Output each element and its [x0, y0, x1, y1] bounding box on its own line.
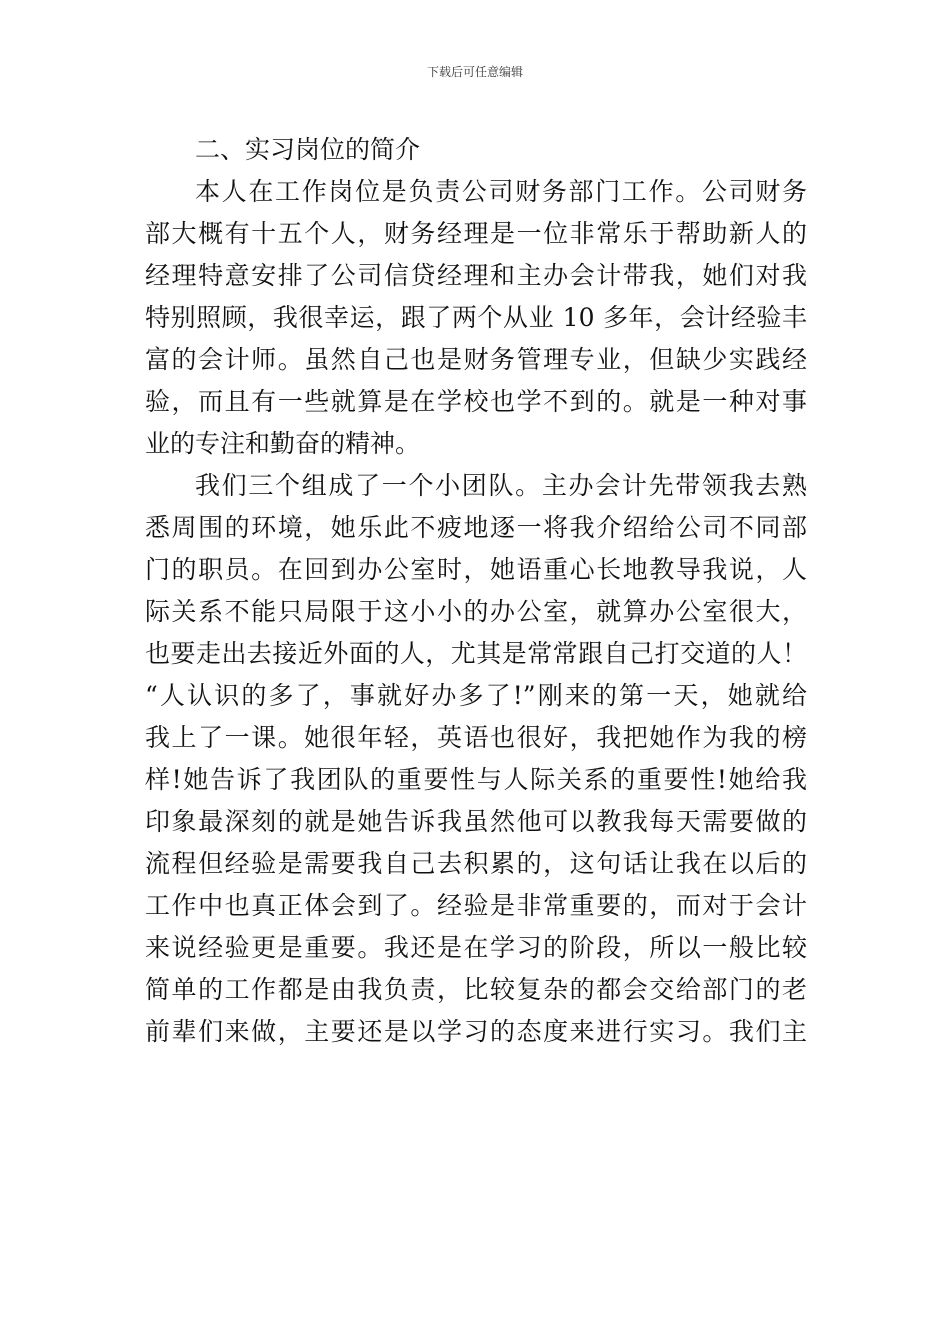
paragraph-2 — [145, 465, 807, 1053]
paragraph-line: 工作中也真正体会到了。经验是非常重要的，而对于会计 — [145, 891, 807, 920]
paragraph-line: 也要走出去接近外面的人，尤其是常常跟自己打交道的人！ — [145, 639, 807, 668]
paragraph-line: 本人在工作岗位是负责公司财务部门工作。公司财务 — [195, 177, 807, 206]
paragraph-line: 我上了一课。她很年轻，英语也很好，我把她作为我的榜 — [145, 723, 807, 752]
paragraph-line: 悉周围的环境，她乐此不疲地逐一将我介绍给公司不同部 — [145, 513, 807, 542]
header-note: 下载后可任意编辑 — [426, 65, 523, 79]
section-heading: 二、实习岗位的简介 — [195, 135, 421, 164]
paragraph-line: 验，而且有一些就算是在学校也学不到的。就是一种对事 — [145, 387, 807, 416]
paragraph-line: 我们三个组成了一个小团队。主办会计先带领我去熟 — [195, 471, 807, 500]
paragraph-line: 印象最深刻的就是她告诉我虽然他可以教我每天需要做的 — [145, 807, 807, 836]
paragraph-line: 际关系不能只局限于这小小的办公室，就算办公室很大， — [145, 597, 807, 626]
paragraph-line: 部大概有十五个人，财务经理是一位非常乐于帮助新人的 — [145, 219, 807, 248]
paragraph-line: 特别照顾，我很幸运，跟了两个从业 10 多年，会计经验丰 — [145, 303, 807, 332]
paragraph-line: 业的专注和勤奋的精神。 — [145, 429, 421, 458]
paragraph-line: 样!她告诉了我团队的重要性与人际关系的重要性!她给我 — [145, 765, 807, 794]
paragraph-line: “人认识的多了，事就好办多了!”刚来的第一天，她就给 — [145, 681, 807, 710]
paragraph-line: 门的职员。在回到办公室时，她语重心长地教导我说，人 — [145, 555, 807, 584]
paragraph-line: 流程但经验是需要我自己去积累的，这句话让我在以后的 — [145, 849, 807, 878]
paragraph-line: 富的会计师。虽然自己也是财务管理专业，但缺少实践经 — [145, 345, 807, 374]
paragraph-line: 简单的工作都是由我负责，比较复杂的都会交给部门的老 — [145, 975, 807, 1004]
paragraph-line: 前辈们来做，主要还是以学习的态度来进行实习。我们主 — [145, 1017, 807, 1046]
paragraph-line: 来说经验更是重要。我还是在学习的阶段，所以一般比较 — [145, 933, 807, 962]
paragraph-1 — [145, 171, 807, 465]
paragraph-line: 经理特意安排了公司信贷经理和主办会计带我，她们对我 — [145, 261, 807, 290]
body-text — [145, 129, 807, 1053]
